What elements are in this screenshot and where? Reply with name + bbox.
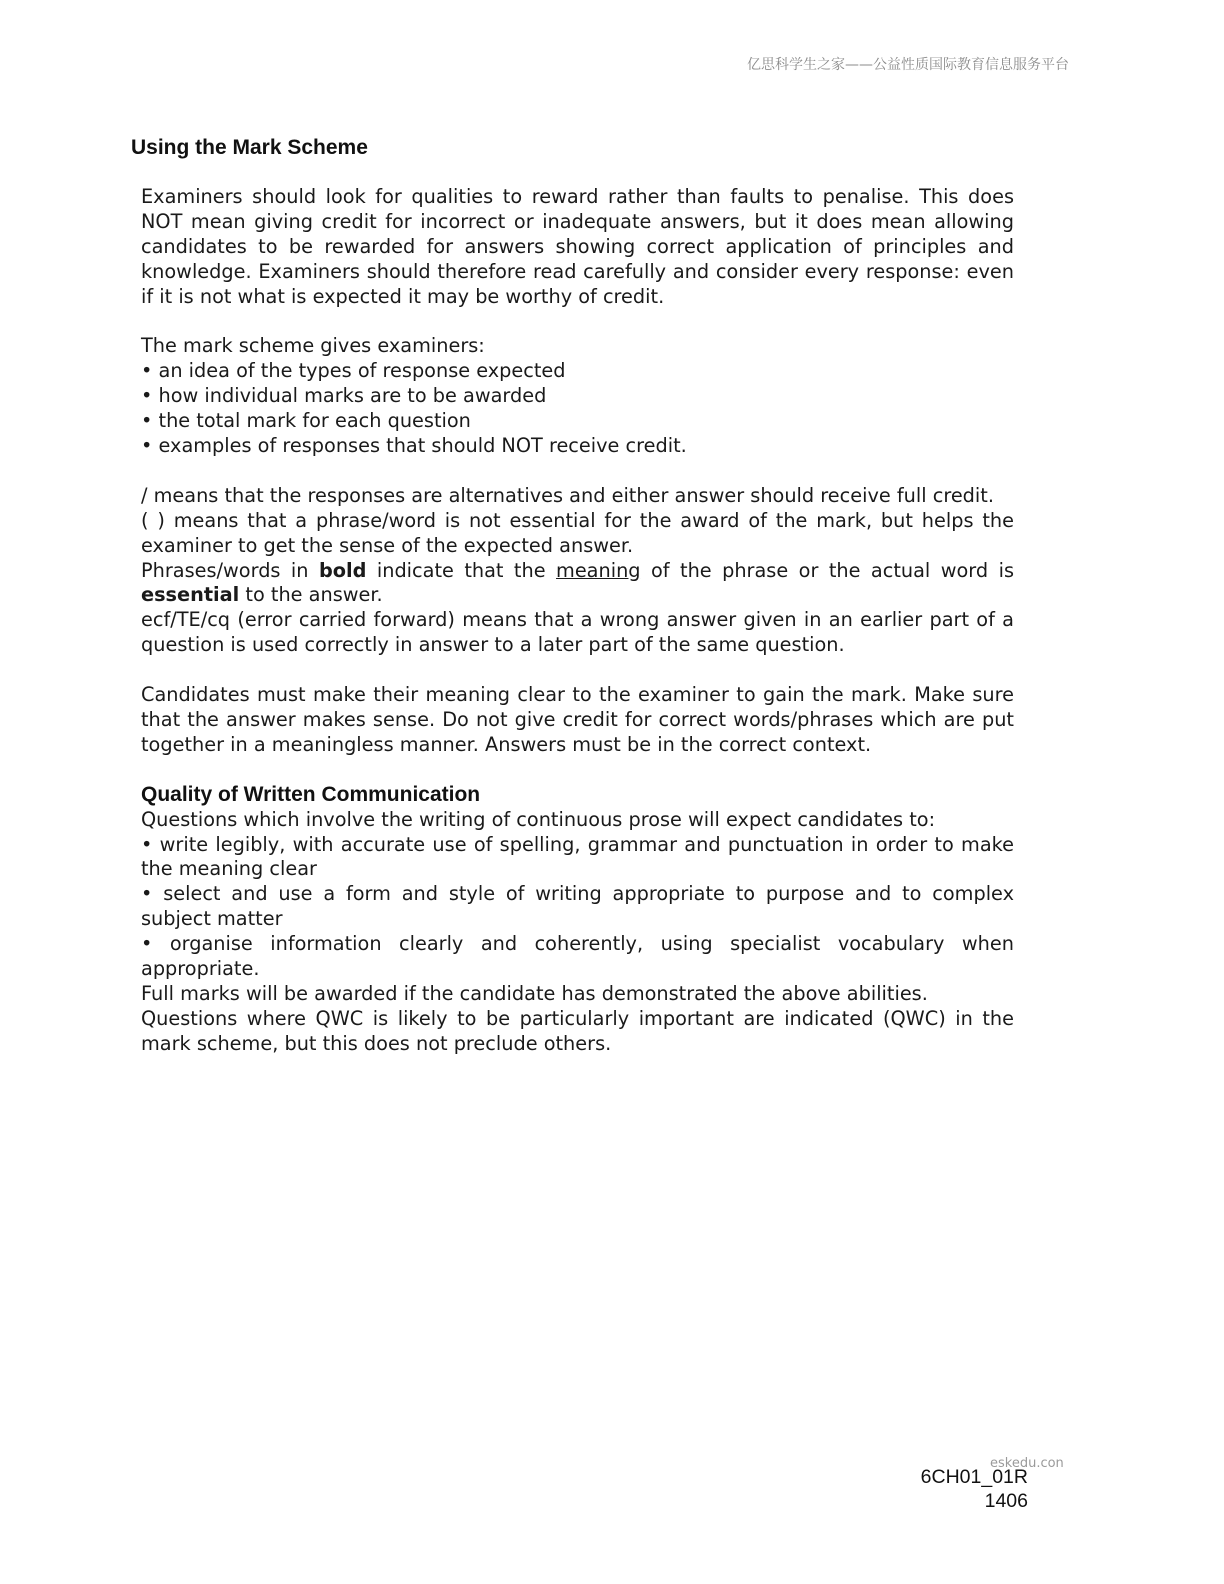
intro-paragraph: Examiners should look for qualities to reward rather than faults to penalise. This does NOT mean giving credit for incorrect or inadequate answers, but it does mean allowing candidates to be rewarded for answers showing correct application of principles and knowledge. Examiners should therefore read carefully and consider every response: even if it is not what is expected it may be worthy of credit. (141, 185, 1014, 308)
qwc-closing: Questions where QWC is likely to be particularly important are indicated (QWC) in the mark scheme, but this does not preclude others. (141, 1006, 1014, 1055)
list-item: • the total mark for each question (141, 409, 471, 433)
convention-ecf: ecf/TE/cq (error carried forward) means that a wrong answer given in an earlier part of a question is used correctly in answer to a later part of the same question. (141, 608, 1014, 657)
qwc-heading: Quality of Written Communication (141, 782, 481, 806)
candidates-paragraph: Candidates must make their meaning clear to the examiner to gain the mark. Make sure that the answer makes sense. Do not give credit for correct words/phrases which are put together in a meaningless manner. Answers must be in the correct context. (141, 683, 1014, 756)
list-item: • organise information clearly and coherently, using specialist vocabulary when appropriate. (141, 932, 1014, 981)
page-title: Using the Mark Scheme (131, 136, 368, 159)
footer-code (921, 1465, 1028, 1513)
list-item: • examples of responses that should NOT receive credit. (141, 434, 687, 458)
paper-code: 6CH01_01R (920, 1466, 1028, 1488)
list-item: • write legibly, with accurate use of spelling, grammar and punctuation in order to make the meaning clear (141, 832, 1014, 881)
document-body (141, 185, 1014, 1057)
header-watermark: 亿思科学生之家——公益性质国际教育信息服务平台 (747, 57, 1069, 73)
qwc-full-marks: Full marks will be awarded if the candidate has demonstrated the above abilities. (141, 981, 928, 1005)
gives-intro: The mark scheme gives examiners: (141, 334, 485, 358)
convention-slash: / means that the responses are alternatives and either answer should receive full credit. (141, 483, 994, 507)
convention-bold: Phrases/words in bold indicate that the meaning of the phrase or the actual word is essential to the answer. (141, 558, 1014, 607)
series-number: 1406 (984, 1490, 1028, 1512)
qwc-intro: Questions which involve the writing of continuous prose will expect candidates to: (141, 807, 936, 831)
list-item: • an idea of the types of response expected (141, 359, 566, 383)
list-item: • select and use a form and style of writing appropriate to purpose and to complex subject matter (141, 882, 1014, 931)
list-item: • how individual marks are to be awarded (141, 384, 547, 408)
convention-brackets: ( ) means that a phrase/word is not essential for the award of the mark, but helps the examiner to get the sense of the expected answer. (141, 508, 1014, 557)
footer-watermark: eskedu.con (990, 1456, 1064, 1471)
